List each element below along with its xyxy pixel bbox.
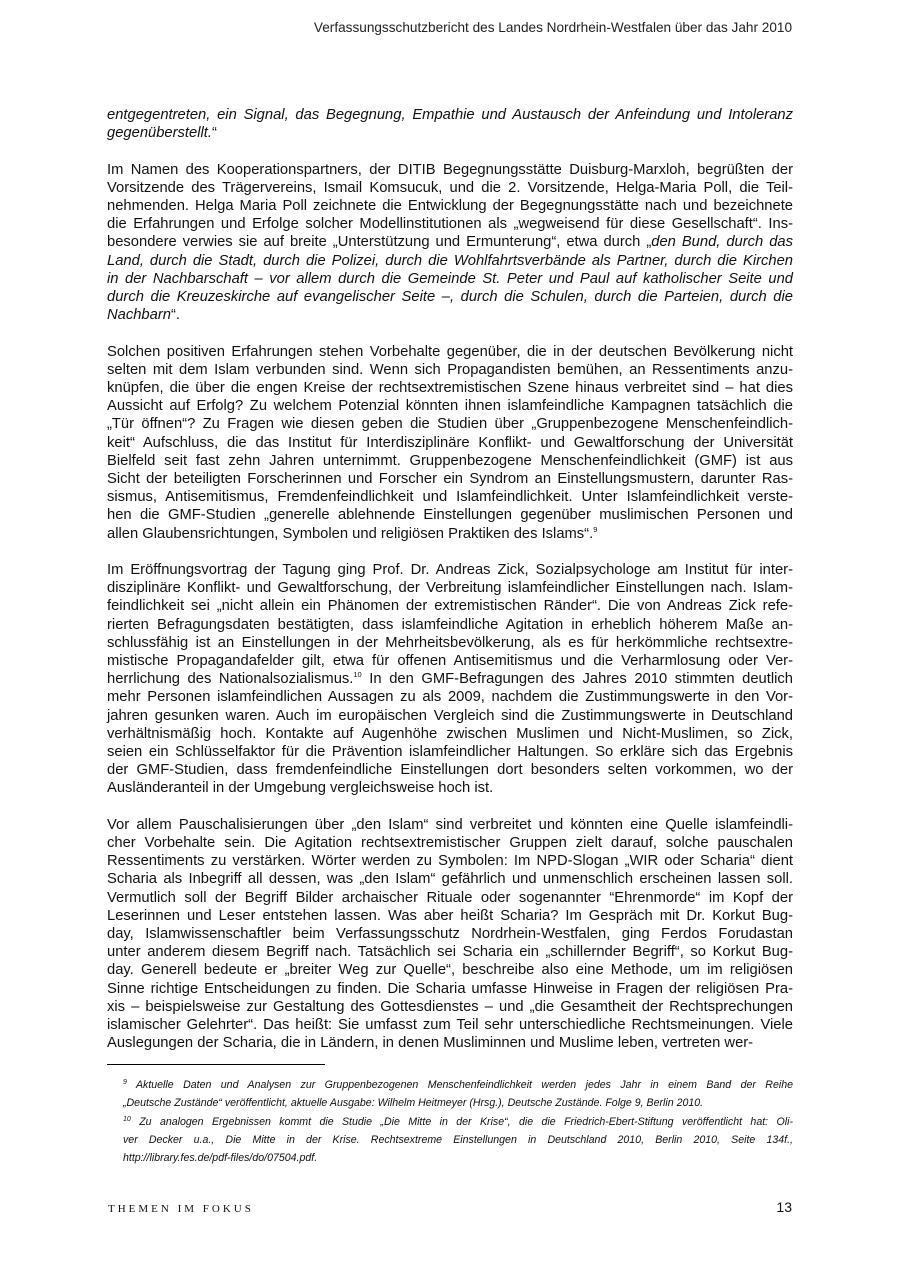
text-run: die Erfahrungen und Erfolge solcher Modellinstitutionen als „wegweisend für diese Gesellschaft“. Ins- [107,216,793,233]
text-line [107,725,793,743]
footnote-text: ver Decker u.a., Die Mitte in der Krise. Rechtsextreme Einstellungen in Deutschland 2010, Berlin 2010, Seite 134f., [123,1133,793,1146]
italic-quote: entgegentreten, ein Signal, das Begegnung, Empathie und Austausch der Anfeindung und Intoleranz [107,107,793,123]
text-run: Sinne richtige Entscheidungen zu finden. Die Scharia umfasse Hinweise in Fragen der religiösen Pra- [107,980,793,997]
text-line [107,616,793,634]
footnote-text: Aktuelle Daten und Analysen zur Gruppenbezogenen Menschenfeindlichkeit werden jedes Jahr in einem Band der Reihe [135,1079,793,1091]
text-run: allen Glaubensrichtungen, Symbolen und religiösen Praktiken des Islams“. [107,525,594,542]
text-line [107,215,793,233]
text-line [107,998,793,1016]
text-line [107,670,793,688]
text-run: jahren gesunken waren. Auch im europäischen Vergleich sind die Zustimmungswerte in Deutschland [107,707,793,724]
footnote-text: „Deutsche Zustände“ veröffentlicht, aktuelle Ausgabe: Wilhelm Heitmeyer (Hrsg.), Deutsche Zustände. Folge 9, Berlin 2010. [123,1097,704,1110]
text-run: verhältnismäßig hoch. Kontakte auf Augenhöhe zwischen Muslimen und Nicht-Muslimen, so Zick, [107,725,793,742]
text-run: disziplinäre Konflikt- und Gewaltforschung, der Verbreitung islamfeindlicher Einstellungen nach. Islam- [107,580,793,597]
text-line [107,379,793,397]
footnote [123,1113,793,1168]
text-run: seien ein Schlüsselfaktor für die Prävention islamfeindlicher Haltungen. So erkläre sich das Ergebnis [107,744,793,761]
text-run: Aussicht auf Erfolg? Zu welchem Potenzial könnten ihnen islamfeindliche Kampagnen tatsächlich die [107,398,793,415]
text-run: Vermutlich soll der Begriff Bilder archaischer Rituale oder sogenannter “Ehrenmorde“ im Kopf der [107,889,793,906]
paragraph [107,343,793,543]
italic-quote: Land, durch die Stadt, durch die Polizei, durch die Wohlfahrtsverbände als Partner, durch die Kirchen [107,252,793,269]
text-run: schlussfähig ist an Einstellungen in der Mehrheitsbevölkerung, als es für herkömmliche rechtsextre- [107,634,793,651]
footnote-line [123,1149,793,1167]
text-line [107,488,793,506]
text-line [107,1034,793,1052]
text-run: Im Eröffnungsvortrag der Tagung ging Prof. Dr. Andreas Zick, Sozialpsychologe am Institut für inter- [107,562,793,579]
text-run: Leserinnen und Leser entstehen lassen. Was aber heißt Scharia? Im Gespräch mit Dr. Korkut Bug- [107,907,793,924]
text-run: Bielfeld seit fast zehn Jahren unternimmt. Gruppenbezogene Menschenfeindlichkeit (GMF) ist aus [107,452,793,469]
footnote-line [123,1094,793,1112]
text-line [107,907,793,925]
italic-quote: gegenüberstellt. [107,125,212,142]
text-run: xis – beispielsweise zur Gestaltung des Gottesdienstes – und „die Gesamtheit der Rechtsprechungen [107,998,793,1015]
text-run: besondere verwies sie auf breite „Unterstützung und Ermunterung“, etwa durch „ [107,234,652,251]
text-run: keit“ Aufschluss, die das Institut für Interdisziplinäre Konflikt- und Gewaltforschung der Universität [107,434,793,451]
text-line [107,652,793,670]
footnote [123,1076,793,1113]
text-line [107,525,793,543]
footnote-reference: 9 [593,524,598,534]
italic-quote: den Bund, durch das [651,234,793,251]
paragraph [107,161,793,325]
running-header: Verfassungsschutzbericht des Landes Nordrhein-Westfalen über das Jahr 2010 [313,20,792,35]
text-line [107,852,793,870]
text-line [107,579,793,597]
paragraph [107,106,793,142]
footnote-number: 9 [123,1079,127,1086]
text-run: sismus, Antisemitismus, Fremdenfeindlichkeit und Islamfeindlichkeit. Unter Islamfeindlichkeit verste- [107,489,793,506]
text-run: Ausländeranteil in der Umgebung vergleichsweise hoch ist. [107,780,494,797]
footnote-number: 10 [123,1115,131,1123]
text-run: “ [211,125,217,142]
text-line [107,688,793,706]
paragraph [107,561,793,798]
text-run: In den GMF-Befragungen des Jahres 2010 stimmten deutlich [361,671,793,688]
text-run: cher Vorbehalte sein. Die Agitation rechtsextremistischer Gruppen zielt darauf, solche pauschalen [107,835,793,852]
footnote-line [123,1076,793,1094]
italic-quote: in der Nachbarschaft – vor allem durch die Gemeinde St. Peter und Paul auf katholischer Seite und [107,270,793,287]
text-line [107,889,793,907]
text-line [107,506,793,524]
body-text [107,106,793,1071]
footnotes [123,1076,793,1167]
text-run: rierten Befragungsdaten bestätigten, dass islamfeindliche Agitation in erheblich höherem Maße an- [107,616,793,633]
text-line [107,634,793,652]
text-line [107,1016,793,1034]
text-line [107,197,793,215]
text-line [107,980,793,998]
text-line [107,343,793,361]
text-run: islamischer Gelehrter“. Das heißt: Sie umfasst zum Teil sehr unterschiedliche Rechtsmeinungen. Viele [107,1017,793,1034]
text-line [107,233,793,251]
text-line [107,925,793,943]
page-number: 13 [776,1199,792,1215]
text-run: Vorsitzende des Trägervereins, Ismail Komsucuk, und die 2. Vorsitzende, Helga-Maria Poll, die Teil- [107,179,793,196]
text-run: der GMF-Studien, dass fremdenfeindliche Einstellungen dort besonders selten vorkommen, wo der [107,762,793,779]
text-line [107,743,793,761]
footnote-line [123,1131,793,1149]
text-run: „Tür öffnen“? Zu Fragen wie diesen geben die Studien über „Gruppenbezogene Menschenfeindlich- [107,416,793,433]
text-line [107,106,793,124]
text-run: Solchen positiven Erfahrungen stehen Vorbehalte gegenüber, die in der deutschen Bevölkerung nicht [107,343,793,360]
text-run: Ressentiments zu verstärken. Wörter werden zu Symbolen: Im NPD-Slogan „WIR oder Scharia“ dient [107,853,793,870]
section-title: THEMEN IM FOKUS [108,1203,254,1215]
text-line [107,434,793,452]
italic-quote: durch die Kreuzeskirche auf evangelischer Seite –, durch die Schulen, durch die Parteien, durch die [107,289,793,306]
text-run: feindlichkeit sei „nicht allein ein Phänomen der extremistischen Ränder“. Die von Andreas Zick refe- [107,598,793,615]
text-line [107,597,793,615]
text-line [107,415,793,433]
text-run: knüpfen, die über die engen Kreise der rechtsextremistischen Szene hinaus verbreitet sind – hat dies [107,380,793,397]
text-run: mehr Personen islamfeindlichen Aussagen zu als 2009, nachdem die Zustimmungswerte in den Vor- [107,689,793,706]
text-run: “. [170,307,180,324]
text-line [107,961,793,979]
text-line [107,816,793,834]
text-run: nehmenden. Helga Maria Poll zeichnete die Entwicklung der Begegnungsstätte nach und bezeichnete [107,198,793,214]
italic-quote: Nachbarn [107,307,171,324]
text-line [107,179,793,197]
text-line [107,397,793,415]
text-run: hen die GMF-Studien „generelle ablehnende Einstellungen gegenüber muslimischen Personen und [107,507,793,524]
text-line [107,761,793,779]
text-run: herrlichung des Nationalsozialismus. [107,671,354,688]
text-line [107,161,793,179]
text-line [107,288,793,306]
text-run: Scharia als Inbegriff all dessen, was „den Islam“ gefährlich und unmenschlich erscheinen lassen soll. [107,871,793,888]
text-run: unter anderem diesem Begriff nach. Tatsächlich sei Scharia ein „schillernder Begriff“, so Korkut Bug- [107,944,793,961]
text-line [107,870,793,888]
text-run: Auslegungen der Scharia, die in Ländern, in denen Musliminnen und Muslime leben, vertreten wer- [107,1035,754,1052]
text-run: Vor allem Pauschalisierungen über „den Islam“ sind verbreitet und könnten eine Quelle islamfeindli- [107,816,793,833]
text-line [107,561,793,579]
text-line [107,943,793,961]
footnote-line [123,1113,793,1131]
text-run: mistische Propagandafelder gilt, etwa für offenen Antisemitismus und die Verharmlosung oder Ver- [107,653,793,670]
footnote-text: http://library.fes.de/pdf-files/do/07504.pdf. [123,1152,318,1165]
text-line [107,252,793,270]
footnote-text: Zu analogen Ergebnissen kommt die Studie „Die Mitte in der Krise“, die die Friedrich-Ebert-Stiftung veröffentlicht hat: Oli- [139,1115,793,1128]
paragraph [107,816,793,1053]
text-line [107,124,793,142]
text-line [107,707,793,725]
text-line [107,834,793,852]
text-run: day, Islamwissenschaftler beim Verfassungsschutz Nordrhein-Westfalen, ging Ferdos Forudastan [107,926,793,943]
text-run: selten mit dem Islam verbunden sind. Wenn sich Propagandisten bemühen, an Ressentiments anzu- [107,361,793,378]
text-run: Sicht der beteiligten Forscherinnen und Forscher ein Syndrom an Einstellungsmustern, darunter Ras- [107,471,793,488]
text-run: day. Generell bedeute er „breiter Weg zur Quelle“, beschreibe also eine Methode, um im religiösen [107,962,793,979]
text-line [107,306,793,324]
text-line [107,470,793,488]
text-line [107,779,793,797]
text-line [107,452,793,470]
text-line [107,361,793,379]
footnote-separator [107,1064,325,1065]
text-line [107,270,793,288]
text-run: Im Namen des Kooperationspartners, der DITIB Begegnungsstätte Duisburg-Marxloh, begrüßten der [107,161,793,178]
footnote-reference: 10 [353,670,362,680]
